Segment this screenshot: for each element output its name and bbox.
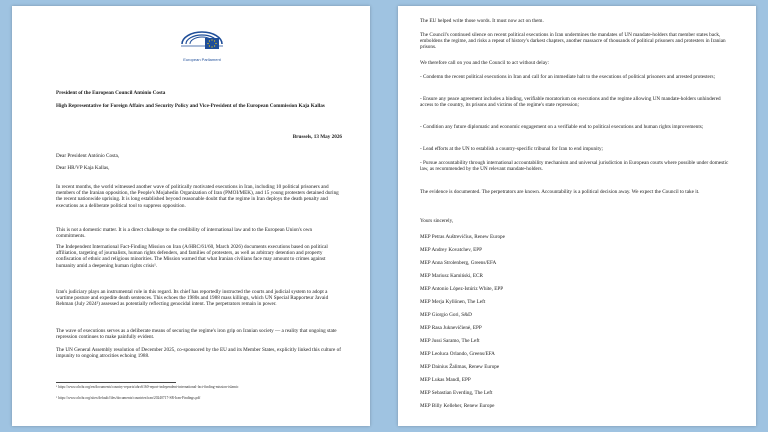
sign-off: Yours sincerely, xyxy=(420,218,454,224)
signatory: MEP Merja Kyllönen, The Left xyxy=(420,299,486,305)
signatory: MEP Petras Auštrevičius, Renew Europe xyxy=(420,234,505,240)
footnote-2: ² https://www.ohchr.org/sites/default/files/documents/countries/iran/20240717-SR-Iran-Findings.pdf xyxy=(56,396,201,400)
signatory: MEP Giorgio Gori, S&D xyxy=(420,312,472,318)
intro-line: The EU helped write those words. It must now act on them. xyxy=(420,18,544,24)
body-paragraph-2: This is not a domestic matter. It is a direct challenge to the credibility of international law and to the European Union's own commitments. xyxy=(56,227,313,240)
signatory: MEP Lukas Mandl, EPP xyxy=(420,377,471,383)
logo-caption: European Parliament xyxy=(183,57,221,62)
demand-item: - Lead efforts at the UN to establish a country-specific tribunal for Iran to end impunity; xyxy=(420,146,603,152)
demand-item: - Ensure any peace agreement includes a binding, verifiable moratorium on executions and the regime allowing UN mandate-holders unhindered access to the country, its prisons and victims of the regime's state repression; xyxy=(420,96,721,109)
signatory: MEP Andrey Kovatchev, EPP xyxy=(420,247,483,253)
signatory: MEP Leoluca Orlando, Greens/EFA xyxy=(420,351,495,357)
body-paragraph-4: Iran's judiciary plays an instrumental role in this regard. Its chief has reportedly instructed the courts and judicial system to adopt a wartime posture and expedite death sentences. This echoes the 1980s and 1988 mass killings, which UN Special Rapporteur Javaid Rehman (July 2024²) assessed as potentially reflecting genocidal intent. The perpetrators remain in power. xyxy=(56,289,329,308)
salutation-president: Dear President António Costa, xyxy=(56,153,120,159)
signatory: MEP Mariusz Kamiński, ECR xyxy=(420,273,483,279)
body-paragraph-3: The Independent International Fact-Finding Mission on Iran (A/HRC/61/60, March 2026) documents executions based on political affiliation, targeting of journalists, human rights defenders, and families of protesters, as well as arbitrary detention and property confiscation of ethnic and religious minorities. The Mission warned that what Iranian civilians face may amount to crimes against humanity amid a deepening human rights crisis¹. xyxy=(56,244,328,269)
demand-item: - Condition any future diplomatic and economic engagement on a verifiable end to political executions and human rights improvements; xyxy=(420,124,704,130)
letter-date: Brussels, 13 May 2026 xyxy=(292,134,342,140)
call-to-action: We therefore call on you and the Council to act without delay: xyxy=(420,60,550,66)
signatory: MEP Sebastian Everding, The Left xyxy=(420,390,493,396)
letter-page-1 xyxy=(12,6,370,426)
footnote-divider xyxy=(56,382,176,383)
addressee-president: President of the European Council António Costa xyxy=(56,90,166,96)
signatory: MEP Jussi Saramo, The Left xyxy=(420,338,480,344)
letter-page-2 xyxy=(398,6,756,426)
signatory: MEP Rasa Juknevičienė, EPP xyxy=(420,325,482,331)
demand-item: - Pursue accountability through international accountability mechanism and universal jurisdiction in European courts where possible under domestic law, as recommended by the UN relevant mandate-holders. xyxy=(420,160,729,173)
body-paragraph-5: The wave of executions serves as a deliberate means of securing the regime's iron grip on Iranian society — a reality that ongoing state repression continues to make painfully evident. xyxy=(56,328,337,341)
addressee-high-representative: High Representative for Foreign Affairs and Security Policy and Vice-President of the European Commission Kaja Kallas xyxy=(56,103,325,109)
body-paragraph-6: The UN General Assembly resolution of December 2025, co-sponsored by the EU and its Member States, explicitly linked this culture of impunity to ongoing atrocities echoing 1988. xyxy=(56,347,341,360)
footnote-1: ¹ https://www.ohchr.org/en/documents/country-reports/ahrc6160-report-independent-international-fact-finding-mission-islamic xyxy=(56,385,239,389)
signatory: MEP Dainius Žalimas, Renew Europe xyxy=(420,364,500,370)
salutation-hrvp: Dear HR/VP Kaja Kallas, xyxy=(56,165,110,171)
signatory: MEP Billy Kelleher, Renew Europe xyxy=(420,403,495,409)
signatory: MEP Antonio López-Istúriz White, EPP xyxy=(420,286,504,292)
demand-item: - Condemn the recent political executions in Iran and call for an immediate halt to the executions of political prisoners and arrested protesters; xyxy=(420,74,716,80)
body-paragraph-council: The Council's continued silence on recent political executions in Iran undermines the mandates of UN mandate-holders that member states back, emboldens the regime, and risks a repeat of history's darkest chapters, another massacre of thousands of political prisoners and protesters in Iranian prisons. xyxy=(420,32,726,51)
closing-paragraph: The evidence is documented. The perpetrators are known. Accountability is a political decision away. We expect the Council to take it. xyxy=(420,189,700,195)
body-paragraph-1: In recent months, the world witnessed another wave of politically motivated executions in Iran, including 10 political prisoners and members of the Iranian opposition, the People's Mojahedin Organization of Iran (PMOI/MEK), and 15 young protesters detained during the recent nationwide uprising. It is long established beyond reasonable doubt that the regime in Iran deploys the death penalty and executions as a deliberate political tool to suppress opposition. xyxy=(56,184,339,209)
signatory: MEP Anna Strolenberg, Greens/EFA xyxy=(420,260,497,266)
